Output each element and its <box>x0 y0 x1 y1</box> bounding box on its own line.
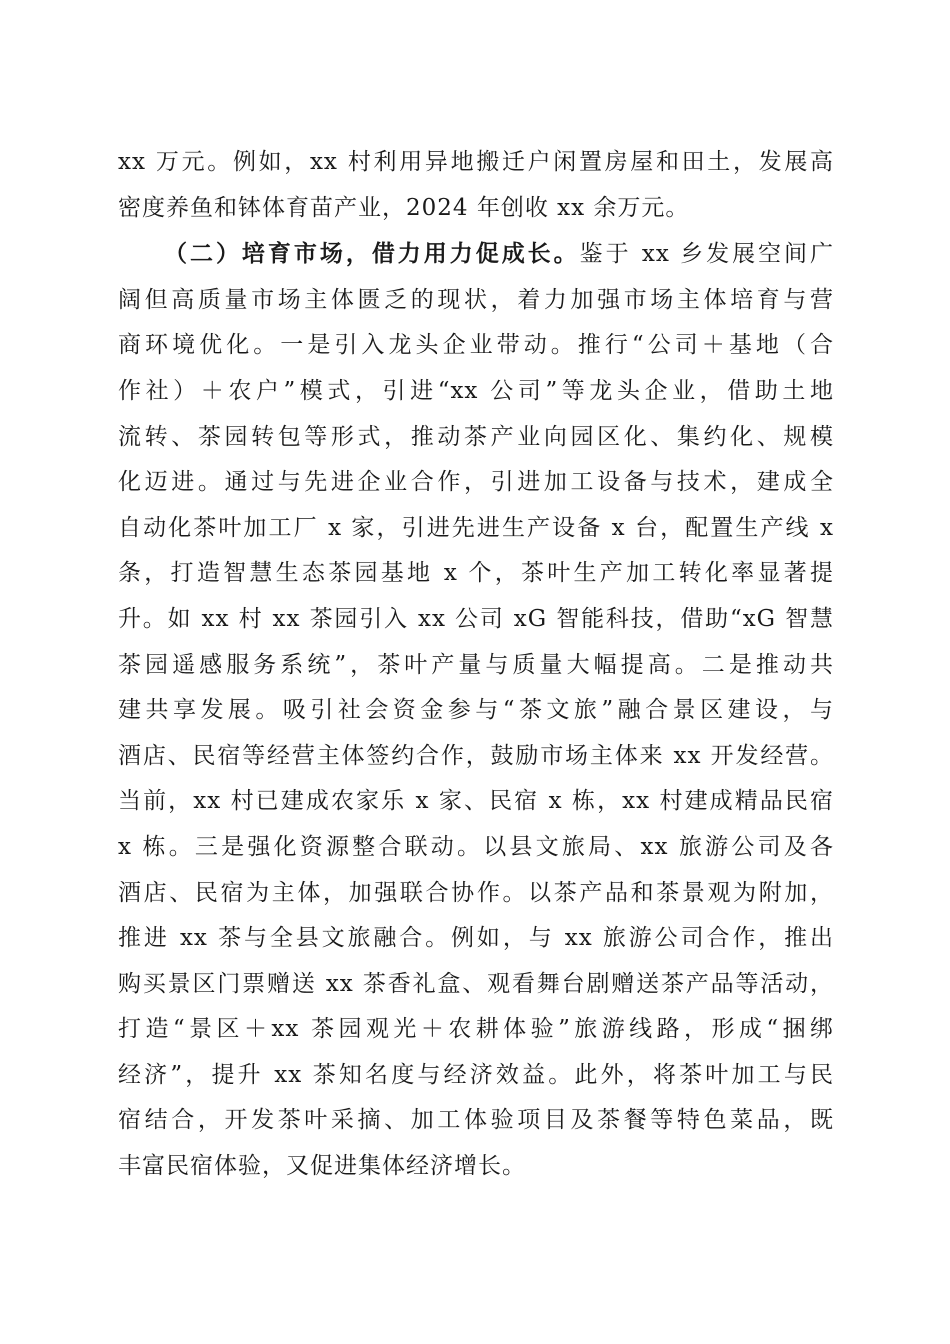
paragraph-2-line-18: 打造“景区＋xx 茶园观光＋农耕体验”旅游线路，形成“捆绑 <box>118 1016 834 1043</box>
paragraph-2-line-7: 自动化茶叶加工厂 x 家，引进先进生产设备 x 台，配置生产线 x <box>118 514 834 541</box>
paragraph-2-line-11: 建共享发展。吸引社会资金参与“茶文旅”融合景区建设，与 <box>118 697 834 724</box>
paragraph-2-line-14: x 栋。三是强化资源整合联动。以县文旅局、xx 旅游公司及各 <box>118 833 834 860</box>
paragraph-2-line-6: 化迈进。通过与先进企业合作，引进加工设备与技术，建成全 <box>118 469 834 496</box>
section-heading: （二）培育市场，借力用力促成长。 <box>164 240 580 268</box>
paragraph-1-line-1: xx 万元。例如，xx 村利用异地搬迁户闲置房屋和田土，发展高 <box>118 149 834 175</box>
paragraph-2-line-10: 茶园遥感服务系统”，茶叶产量与质量大幅提高。二是推动共 <box>118 651 834 678</box>
paragraph-2-line-13: 当前，xx 村已建成农家乐 x 家、民宿 x 栋，xx 村建成精品民宿 <box>118 788 834 815</box>
paragraph-2-line-12: 酒店、民宿等经营主体签约合作，鼓励市场主体来 xx 开发经营。 <box>118 742 834 769</box>
paragraph-2-line-8: 条，打造智慧生态茶园基地 x 个，茶叶生产加工转化率显著提 <box>118 560 834 587</box>
paragraph-2-line-16: 推进 xx 茶与全县文旅融合。例如，与 xx 旅游公司合作，推出 <box>118 925 834 952</box>
paragraph-2-line-21: 丰富民宿体验，又促进集体经济增长。 <box>118 1153 526 1180</box>
paragraph-2-line-19: 经济”，提升 xx 茶知名度与经济效益。此外，将茶叶加工与民 <box>118 1061 834 1088</box>
paragraph-2-line-2: 阔但高质量市场主体匮乏的现状，着力加强市场主体培育与营 <box>118 286 834 313</box>
paragraph-2-line-17: 购买景区门票赠送 xx 茶香礼盒、观看舞台剧赠送茶产品等活动， <box>118 970 834 997</box>
paragraph-2-line-3: 商环境优化。一是引入龙头企业带动。推行“公司＋基地（合 <box>118 332 834 359</box>
paragraph-2-line-20: 宿结合，开发茶叶采摘、加工体验项目及茶餐等特色菜品，既 <box>118 1107 834 1134</box>
paragraph-2-line-1-text: 鉴于 xx 乡发展空间广 <box>579 241 834 268</box>
paragraph-2-line-9: 升。如 xx 村 xx 茶园引入 xx 公司 xG 智能科技，借助“xG 智慧 <box>118 605 834 632</box>
paragraph-2-line-1 <box>118 231 834 278</box>
paragraph-2-line-4: 作社）＋农户”模式，引进“xx 公司”等龙头企业，借助土地 <box>118 377 834 404</box>
document-body <box>118 140 834 1190</box>
paragraph-1-line-2: 密度养鱼和钵体育苗产业，2024 年创收 xx 余万元。 <box>118 194 690 221</box>
paragraph-2-line-5: 流转、茶园转包等形式，推动茶产业向园区化、集约化、规模 <box>118 423 834 450</box>
paragraph-2-line-15: 酒店、民宿为主体，加强联合协作。以茶产品和茶景观为附加， <box>118 879 834 906</box>
